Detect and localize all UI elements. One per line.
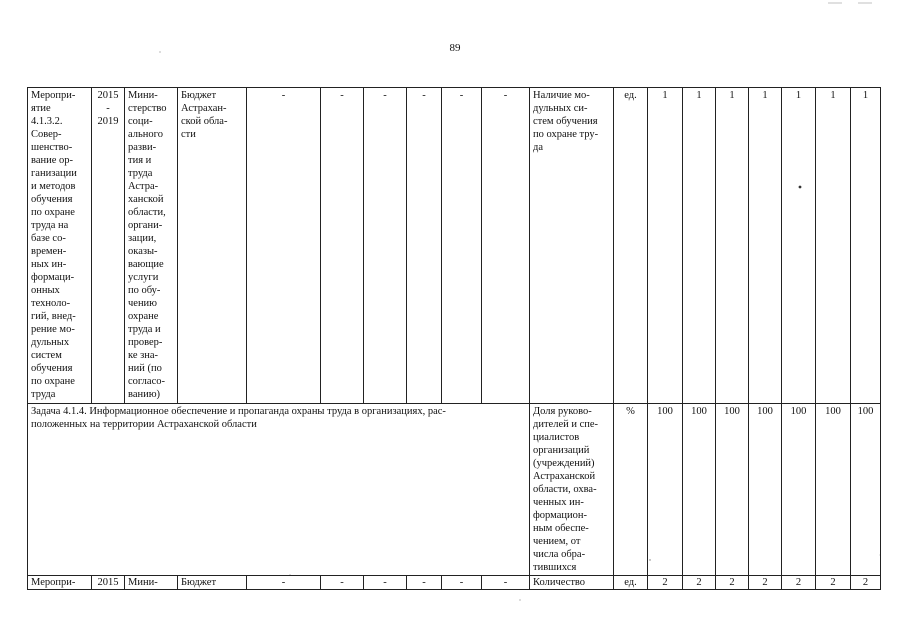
value-cell: 2 [648, 576, 683, 590]
funding-cell: - [407, 576, 442, 590]
funding-source-cell: Бюджет Астрахан- ской обла- сти [178, 88, 247, 404]
value-cell: 100 [648, 404, 683, 576]
funding-cell: - [482, 576, 530, 590]
event-cell: Меропри- ятие 4.1.3.2. Совер- шенство- вание ор- ганизации и методов обучения по охране труда на базе со- времен- ных ин- формаци- онных техноло- гий, внед- рение мо- дульных систем обучения по охране труда [28, 88, 92, 404]
value-cell: 1 [851, 88, 881, 404]
funding-cell: - [407, 88, 442, 404]
value-cell: 100 [816, 404, 851, 576]
event-cell: Меропри- [28, 576, 92, 590]
value-cell: 1 [648, 88, 683, 404]
table-row [28, 404, 881, 576]
executor-cell: Мини- стерство соци- ального разви- тия и труда Астра- ханской области, органи- зации, оказы- вающие услуги по обу- чению охране труда и провер- ке зна- ний (по согласо- ванию) [125, 88, 178, 404]
value-cell: 1 [683, 88, 716, 404]
task-heading-cell: Задача 4.1.4. Информационное обеспечение и пропаганда охраны труда в организациях, рас- положенных на территории Астраханской области [28, 404, 530, 576]
value-cell: 1 [716, 88, 749, 404]
value-cell: 2 [816, 576, 851, 590]
executor-cell: Мини- [125, 576, 178, 590]
value-cell: 100 [749, 404, 782, 576]
funding-cell: - [442, 576, 482, 590]
funding-cell: - [321, 88, 364, 404]
unit-cell: % [614, 404, 648, 576]
funding-cell: - [247, 576, 321, 590]
indicator-cell: Доля руково- дителей и спе- циалистов организаций (учреждений) Астраханской области, охва- ченных ин- формацион- ным обеспе- чением, от числа обра- тившихся [530, 404, 614, 576]
value-cell: 2 [851, 576, 881, 590]
years-cell: 2015 [92, 576, 125, 590]
funding-cell: - [247, 88, 321, 404]
funding-cell: - [364, 88, 407, 404]
value-cell: 100 [716, 404, 749, 576]
indicator-cell: Наличие мо- дульных си- стем обучения по охране тру- да [530, 88, 614, 404]
funding-source-cell: Бюджет [178, 576, 247, 590]
value-cell: 1 [782, 88, 816, 404]
unit-cell: ед. [614, 576, 648, 590]
page-number: 89 [449, 42, 461, 54]
value-cell: 2 [749, 576, 782, 590]
indicator-cell: Количество [530, 576, 614, 590]
table-row [28, 88, 881, 404]
value-cell: 1 [749, 88, 782, 404]
value-cell: 1 [816, 88, 851, 404]
value-cell: 100 [782, 404, 816, 576]
funding-cell: - [482, 88, 530, 404]
value-cell: 2 [716, 576, 749, 590]
years-cell: 2015 - 2019 [92, 88, 125, 404]
value-cell: 2 [782, 576, 816, 590]
funding-cell: - [364, 576, 407, 590]
value-cell: 100 [683, 404, 716, 576]
value-cell: 2 [683, 576, 716, 590]
value-cell: 100 [851, 404, 881, 576]
program-table [27, 87, 881, 590]
table-row [28, 576, 881, 590]
funding-cell: - [442, 88, 482, 404]
unit-cell: ед. [614, 88, 648, 404]
funding-cell: - [321, 576, 364, 590]
